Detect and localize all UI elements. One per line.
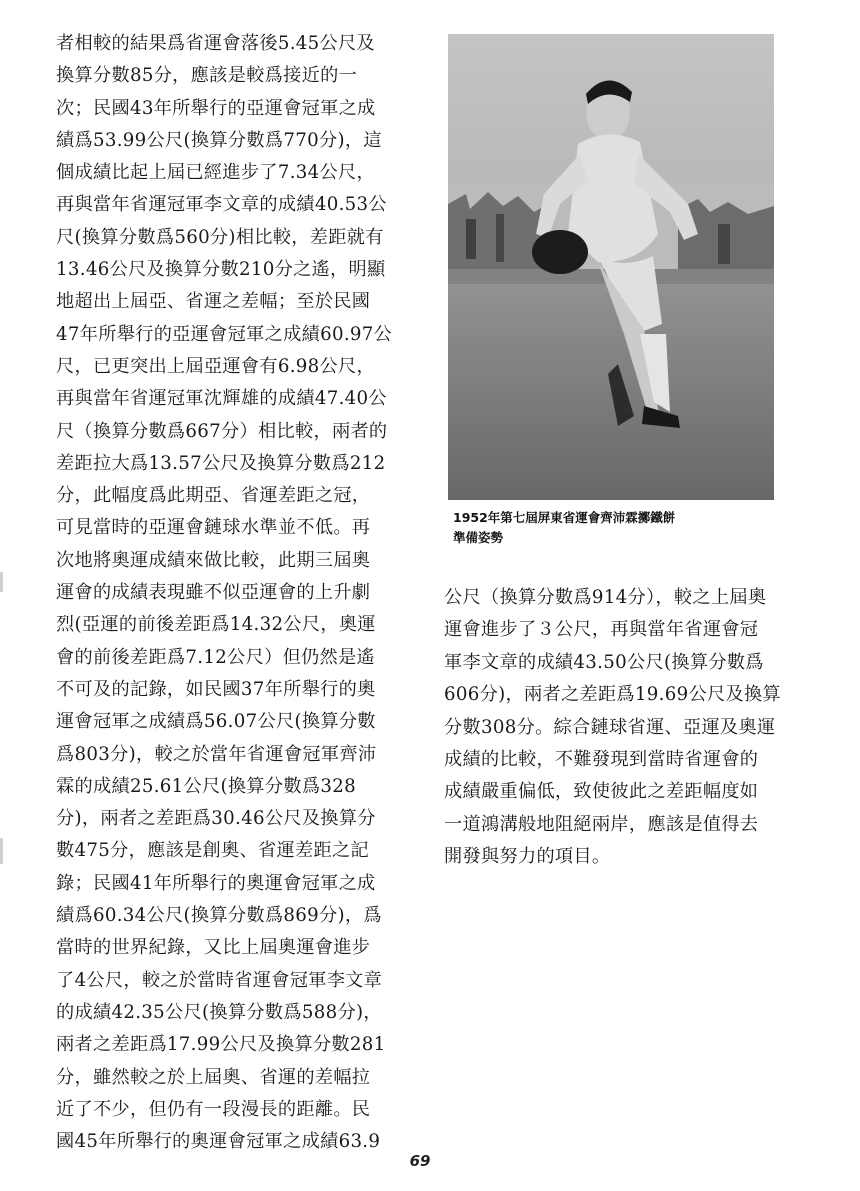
text-line: 績爲53.99公尺(換算分數爲770分)，這 <box>56 129 382 151</box>
caption-line-1: 1952年第七屆屏東省運會齊沛霖擲鐵餅 <box>453 510 676 525</box>
text-line: 差距拉大爲13.57公尺及換算分數爲212 <box>56 452 386 474</box>
text-line: 霖的成績25.61公尺(換算分數爲328 <box>56 775 356 797</box>
text-line: 尺（換算分數爲667分）相比較，兩者的 <box>56 420 388 442</box>
discus-thrower-photo <box>448 34 774 500</box>
text-line: 數475分，應該是創奧、省運差距之記 <box>56 840 369 862</box>
text-line: 606分)，兩者之差距爲19.69公尺及換算 <box>444 684 781 706</box>
text-line: 個成績比起上屆已經進步了7.34公尺， <box>56 162 376 184</box>
text-line: 次地將奧運成績來做比較，此期三屆奧 <box>56 549 371 571</box>
text-line: 爲803分)，較之於當年省運會冠軍齊沛 <box>56 743 377 765</box>
text-line: 不可及的記錄，如民國37年所舉行的奧 <box>56 678 376 700</box>
text-line: 成績嚴重偏低，致使彼此之差距幅度如 <box>444 781 759 803</box>
photo-caption <box>453 508 783 548</box>
text-line: 的成績42.35公尺(換算分數爲588分)， <box>56 1001 382 1023</box>
text-line: 了4公尺，較之於當時省運會冠軍李文章 <box>56 969 383 991</box>
text-line: 績爲60.34公尺(換算分數爲869分)，爲 <box>56 905 382 927</box>
text-line: 換算分數85分，應該是較爲接近的一 <box>56 65 358 87</box>
text-line: 地超出上屆亞、省運之差幅；至於民國 <box>56 291 371 313</box>
text-line: 可見當時的亞運會鏈球水準並不低。再 <box>56 517 371 539</box>
text-line: 運會的成績表現雖不似亞運會的上升劇 <box>56 582 371 604</box>
text-line: 分數308分。綜合鏈球省運、亞運及奧運 <box>444 716 776 738</box>
text-line: 分)，兩者之差距爲30.46公尺及換算分 <box>56 808 376 830</box>
page-number: 69 <box>409 1152 431 1170</box>
text-line: 尺，已更突出上屆亞運會有6.98公尺， <box>56 355 376 377</box>
text-line: 47年所舉行的亞運會冠軍之成績60.97公 <box>56 323 393 345</box>
text-line: 運會進步了３公尺，再與當年省運會冠 <box>444 619 759 641</box>
text-line: 當時的世界紀錄，又比上屆奧運會進步 <box>56 937 371 959</box>
text-line: 分，雖然較之於上屆奧、省運的差幅拉 <box>56 1066 371 1088</box>
text-line: 軍李文章的成績43.50公尺(換算分數爲 <box>444 651 764 673</box>
text-line: 近了不少，但仍有一段漫長的距離。民 <box>56 1098 371 1120</box>
text-line: 再與當年省運冠軍沈輝雄的成績47.40公 <box>56 388 387 410</box>
text-line: 運會冠軍之成績爲56.07公尺(換算分數 <box>56 711 376 733</box>
text-line: 開發與努力的項目。 <box>444 846 611 868</box>
text-line: 公尺（換算分數爲914分），較之上屆奧 <box>444 587 767 608</box>
caption-line-2: 準備姿勢 <box>453 530 504 545</box>
photo-illustration <box>448 34 774 500</box>
text-line: 兩者之差距爲17.99公尺及換算分數281 <box>56 1034 386 1056</box>
text-line: 錄；民國41年所舉行的奧運會冠軍之成 <box>56 872 376 894</box>
text-line: 一道鴻溝般地阻絕兩岸，應該是值得去 <box>444 813 759 835</box>
body-text-left-column <box>56 28 408 1158</box>
text-line: 分，此幅度爲此期亞、省運差距之冠， <box>56 485 371 507</box>
text-line: 會的前後差距爲7.12公尺）但仍然是遙 <box>56 646 376 668</box>
page-edge-mark <box>0 572 3 592</box>
text-line: 次；民國43年所舉行的亞運會冠軍之成 <box>56 97 376 119</box>
text-line: 國45年所舉行的奧運會冠軍之成績63.9 <box>56 1131 381 1153</box>
text-line: 者相較的結果爲省運會落後5.45公尺及 <box>56 33 376 54</box>
text-line: 尺(換算分數爲560分)相比較，差距就有 <box>56 226 384 248</box>
body-text-right-column <box>444 582 802 874</box>
text-line: 烈(亞運的前後差距爲14.32公尺，奧運 <box>56 614 376 636</box>
text-line: 再與當年省運冠軍李文章的成績40.53公 <box>56 194 387 216</box>
text-line: 13.46公尺及換算分數210分之遙，明顯 <box>56 259 386 281</box>
text-line: 成績的比較，不難發現到當時省運會的 <box>444 748 759 770</box>
page-edge-mark <box>0 838 3 864</box>
